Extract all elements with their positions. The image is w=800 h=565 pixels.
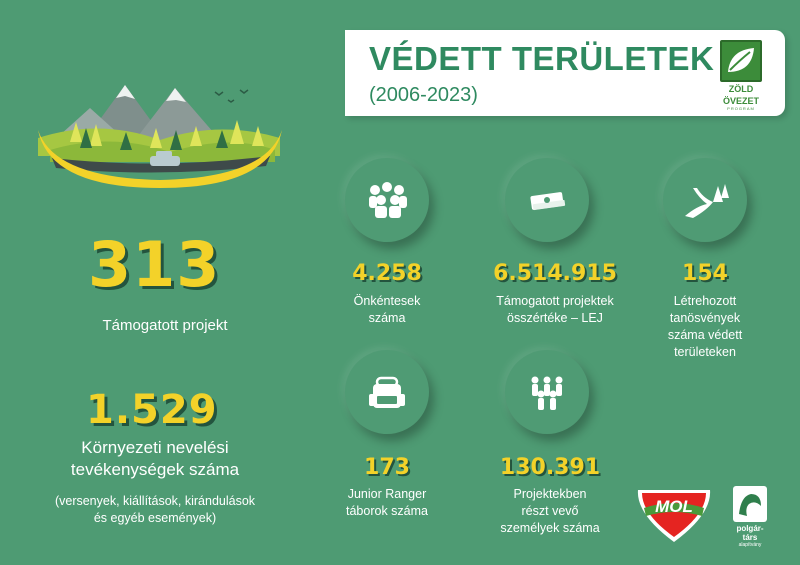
- period-subtitle: (2006-2023): [369, 84, 478, 106]
- volunteers-label-line2: száma: [368, 311, 406, 325]
- project-value-label-line2: összértéke – LEJ: [507, 311, 603, 325]
- money-circle: [505, 158, 589, 242]
- trails-label-line2: tanösvények: [669, 311, 741, 325]
- education-label-line2: tevékenységek száma: [70, 460, 240, 479]
- trail-circle: [663, 158, 747, 242]
- junior-ranger-value: 173: [364, 455, 410, 480]
- trails-label-line1: Létrehozott: [673, 294, 737, 308]
- trail-icon: [663, 158, 747, 242]
- junior-ranger-label-line1: Junior Ranger: [347, 487, 427, 501]
- project-value-label-line1: Támogatott projektek: [496, 294, 614, 308]
- junior-ranger-label-line2: táborok száma: [346, 504, 428, 518]
- leaf-logo-icon: [720, 40, 762, 82]
- polgar-tars-subtext: alapítvány: [738, 542, 762, 548]
- polgar-tars-logo: [730, 486, 770, 546]
- title-card: [345, 30, 785, 116]
- backpack-circle: [345, 350, 429, 434]
- logo-text-program: PROGRAM: [727, 106, 755, 111]
- zold-ovezet-logo: [711, 40, 771, 112]
- participants-label: [475, 486, 625, 537]
- project-value-total: 6.514.915: [493, 261, 617, 286]
- people-group-circle: [505, 350, 589, 434]
- participants-label-line2: részt vevő: [521, 504, 579, 518]
- polgar-tars-emblem-icon: [733, 486, 767, 522]
- mol-logo-text: MOL: [655, 497, 693, 516]
- trails-label: [640, 293, 770, 361]
- people-group-icon: [505, 350, 589, 434]
- backpack-icon: [345, 350, 429, 434]
- participants-label-line1: Projektekben: [513, 487, 587, 501]
- volunteers-value: 4.258: [352, 261, 422, 286]
- education-label: [20, 437, 290, 481]
- education-count: 1.529: [86, 387, 218, 433]
- projects-label: Támogatott projekt: [102, 317, 228, 334]
- logo-text-zold: ZÖLD: [728, 84, 754, 94]
- logo-text-ovezet: ÖVEZET: [722, 96, 759, 106]
- landscape-illustration: [30, 70, 290, 190]
- volunteers-icon: [345, 158, 429, 242]
- education-note: [10, 493, 300, 527]
- page-title: VÉDETT TERÜLETEK: [369, 40, 715, 77]
- trails-value: 154: [682, 261, 728, 286]
- trails-label-line4: területeken: [674, 345, 736, 359]
- trails-label-line3: száma védett: [667, 328, 743, 342]
- volunteers-circle: [345, 158, 429, 242]
- polgar-tars-text: polgár-társ: [736, 524, 764, 542]
- projects-count: 313: [88, 228, 221, 301]
- education-note-line1: (versenyek, kiállítások, kirándulások: [54, 494, 256, 508]
- volunteers-label-line1: Önkéntesek: [353, 294, 421, 308]
- money-icon: [505, 158, 589, 242]
- volunteers-label: [317, 293, 457, 327]
- participants-label-line3: személyek száma: [500, 521, 600, 535]
- participants-value: 130.391: [499, 455, 601, 480]
- junior-ranger-label: [317, 486, 457, 520]
- education-note-line2: és egyéb események): [93, 511, 217, 525]
- education-label-line1: Környezeti nevelési: [81, 438, 229, 457]
- mol-logo: [632, 484, 716, 546]
- project-value-label: [470, 293, 640, 327]
